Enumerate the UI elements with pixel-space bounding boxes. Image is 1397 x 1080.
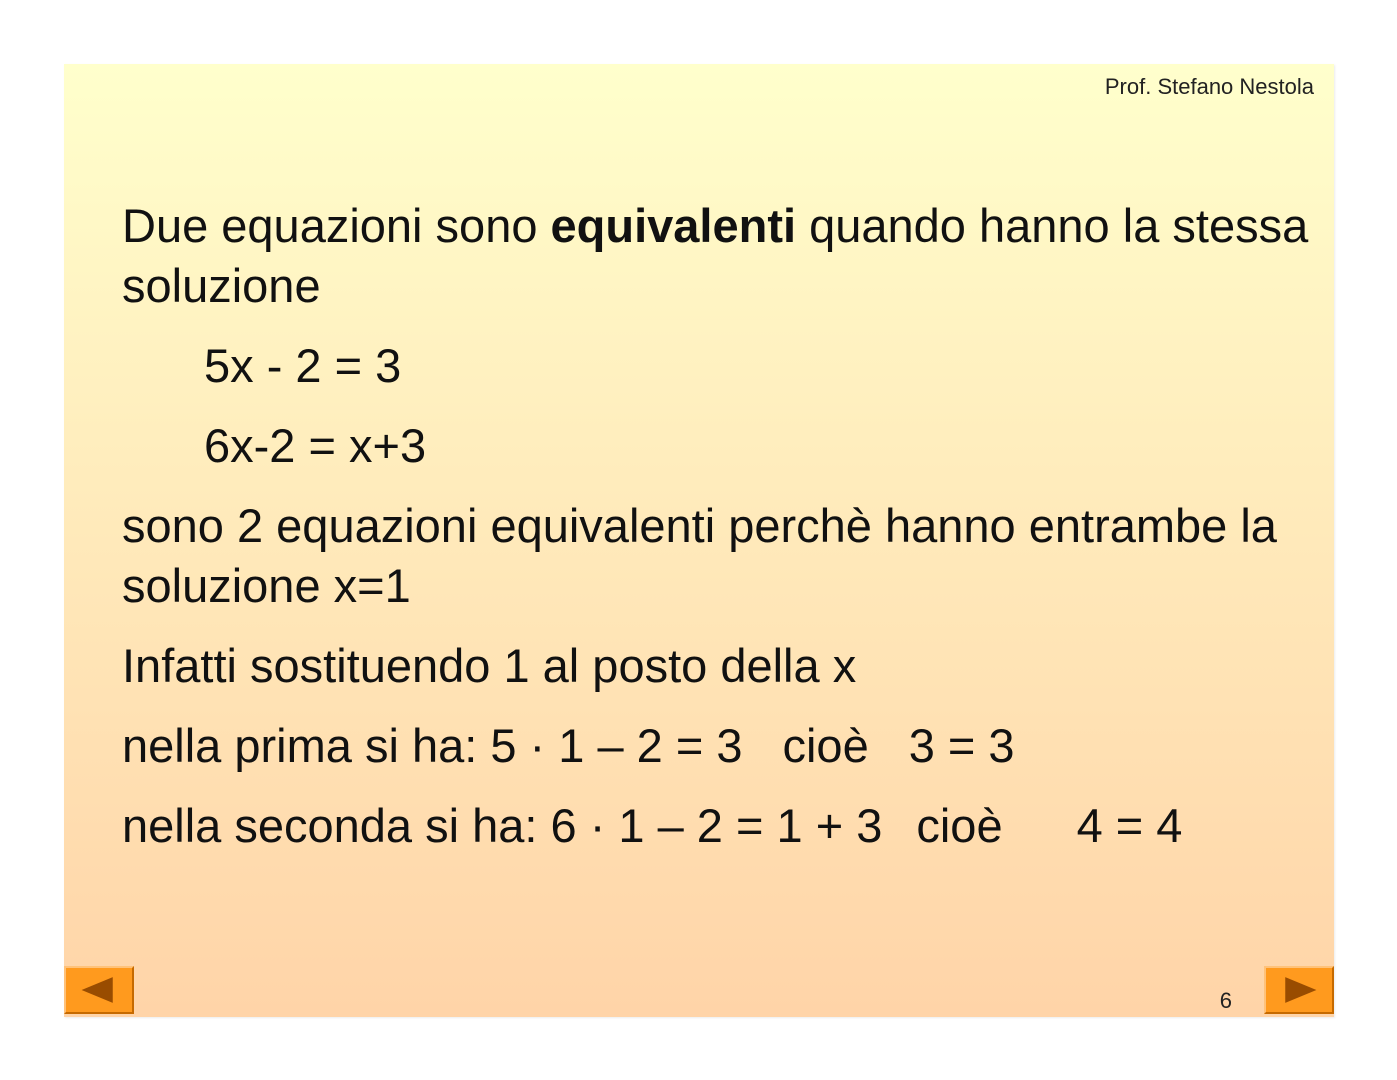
- definition-text-start: Due equazioni sono: [122, 199, 551, 252]
- second-verification-expression: nella seconda si ha: 6 · 1 – 2 = 1 + 3: [122, 799, 883, 852]
- equation-one: 5x - 2 = 3: [204, 339, 402, 392]
- second-result: 4 = 4: [1076, 799, 1183, 852]
- second-verification-line: [122, 796, 1312, 856]
- next-slide-button[interactable]: [1264, 966, 1334, 1014]
- triangle-right-icon: [1266, 968, 1332, 1012]
- slide-body: [122, 196, 1312, 856]
- first-verification-line: [122, 716, 1312, 776]
- previous-slide-button[interactable]: [64, 966, 134, 1014]
- author-name: Prof. Stefano Nestola: [1104, 74, 1314, 99]
- keyword-equivalenti: equivalenti: [550, 199, 797, 252]
- first-result: 3 = 3: [908, 719, 1015, 772]
- second-cioe: cioè: [916, 799, 1003, 852]
- triangle-left-icon: [66, 968, 132, 1012]
- first-verification-expression: nella prima si ha: 5 · 1 – 2 = 3: [122, 719, 743, 772]
- substitution-line: Infatti sostituendo 1 al posto della x: [122, 639, 857, 692]
- equation-two: 6x-2 = x+3: [204, 419, 427, 472]
- page-number: 6: [1219, 988, 1232, 1013]
- explanation-paragraph: sono 2 equazioni equivalenti perchè hanno entrambe la soluzione x=1: [122, 499, 1277, 612]
- definition-paragraph: [122, 196, 1312, 316]
- first-cioe: cioè: [782, 719, 869, 772]
- definition-text-end: quando hanno la stessa soluzione: [122, 199, 1309, 312]
- slide: [64, 64, 1334, 1017]
